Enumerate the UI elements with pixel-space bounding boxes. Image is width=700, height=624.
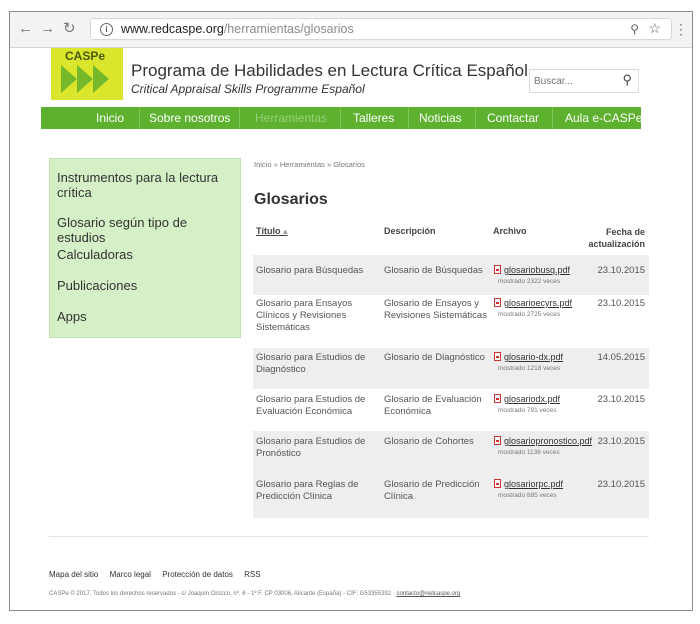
column-header-title[interactable] — [256, 226, 288, 237]
footer-link-legal[interactable]: Marco legal — [109, 570, 151, 579]
column-header-description: Descripción — [384, 226, 436, 236]
logo-chevron-icon — [93, 65, 109, 93]
row-date: 23.10.2015 — [597, 265, 645, 276]
sort-icon[interactable]: ▴ — [283, 226, 288, 236]
nav-divider — [340, 107, 341, 129]
table-header — [253, 222, 649, 256]
download-count: mostrado 885 veces — [498, 492, 557, 499]
table-row — [253, 348, 649, 389]
pdf-icon — [494, 298, 501, 307]
download-count: mostrado 2322 veces — [498, 278, 561, 285]
table-row — [253, 295, 649, 348]
row-date: 23.10.2015 — [597, 479, 645, 490]
reload-icon[interactable]: ↻ — [63, 20, 76, 37]
url-path: /herramientas/glosarios — [223, 22, 354, 36]
nav-item-aula-ecaspe[interactable]: Aula e-CASPe — [565, 111, 643, 125]
file-link[interactable]: glosariopronostico.pdf — [504, 436, 593, 446]
row-description: Glosario de Predicción Clínica — [384, 479, 480, 502]
url-text[interactable] — [121, 22, 354, 36]
row-title: Glosario para Ensayos Clínicos y Revisiones Sistemáticas — [256, 298, 353, 333]
nav-divider — [239, 107, 240, 129]
copyright-text: CASPe © 2017. Todos los derechos reservados - c/ Joaquín Orozco, nº. 6 - 1º F. CP 03006, Alicante (España) - CIF: G53355392 · — [49, 591, 395, 597]
column-header-title-label: Título — [256, 226, 281, 236]
column-header-file: Archivo — [493, 226, 527, 236]
search-box — [529, 69, 639, 93]
nav-item-sobre-nosotros[interactable]: Sobre nosotros — [149, 111, 231, 125]
logo-chevron-icon — [61, 65, 77, 93]
sidebar — [49, 158, 241, 338]
site-title: Programa de Habilidades en Lectura Crítica Español — [131, 61, 528, 80]
row-title: Glosario para Estudios de Diagnóstico — [256, 352, 366, 375]
nav-item-talleres[interactable]: Talleres — [353, 111, 395, 125]
address-bar[interactable] — [90, 18, 672, 40]
forward-arrow-icon[interactable]: → — [40, 20, 55, 37]
browser-window — [9, 11, 693, 611]
row-title: Glosario para Reglas de Predicción Clínica — [256, 479, 359, 502]
nav-divider — [552, 107, 553, 129]
footer-link-privacy[interactable]: Protección de datos — [162, 570, 233, 579]
logo-text: CASPe — [65, 49, 106, 63]
row-date: 23.10.2015 — [597, 298, 645, 309]
row-description: Glosario de Ensayos y Revisiones Sistemáticas — [384, 298, 487, 321]
pdf-icon — [494, 436, 501, 445]
nav-item-contactar[interactable]: Contactar — [487, 111, 540, 125]
table-row — [253, 472, 649, 518]
footer-links — [49, 570, 270, 579]
contact-email-link[interactable]: contacto@redcaspe.org — [396, 591, 461, 597]
back-arrow-icon[interactable]: ← — [18, 20, 33, 37]
footer-divider — [49, 536, 649, 537]
row-title: Glosario para Estudios de Evaluación Económica — [256, 394, 366, 417]
pdf-icon — [494, 265, 501, 274]
browser-menu-icon[interactable]: ⋮ — [674, 21, 688, 37]
footer-link-sitemap[interactable]: Mapa del sitio — [49, 570, 99, 579]
download-count: mostrado 1136 veces — [498, 449, 560, 456]
file-link[interactable]: glosario-dx.pdf — [504, 352, 564, 362]
table-row — [253, 389, 649, 431]
row-date: 23.10.2015 — [597, 436, 645, 447]
file-link[interactable]: glosariobusq.pdf — [504, 265, 571, 275]
row-description: Glosario de Evaluación Económica — [384, 394, 482, 417]
bookmark-star-icon[interactable]: ☆ — [648, 20, 661, 36]
info-icon[interactable]: i — [100, 23, 113, 36]
main-nav — [41, 107, 641, 129]
row-description: Glosario de Cohortes — [384, 436, 474, 447]
breadcrumb[interactable]: Inicio » Herramientas » Glosarios — [254, 160, 365, 169]
download-count: mostrado 791 veces — [498, 407, 557, 414]
browser-toolbar — [10, 12, 692, 48]
row-date: 23.10.2015 — [597, 394, 645, 405]
sidebar-item-instrumentos[interactable]: Instrumentos para la lectura crítica — [57, 170, 219, 200]
table-row — [253, 255, 649, 295]
nav-divider — [408, 107, 409, 129]
table-row — [253, 431, 649, 472]
row-description: Glosario de Búsquedas — [384, 265, 483, 276]
sidebar-item-publicaciones[interactable]: Publicaciones — [57, 278, 138, 293]
row-title: Glosario para Búsquedas — [256, 265, 364, 276]
row-title: Glosario para Estudios de Pronóstico — [256, 436, 366, 459]
row-description: Glosario de Diagnóstico — [384, 352, 485, 363]
file-link[interactable]: glosariorpc.pdf — [504, 479, 564, 489]
download-count: mostrado 2725 veces — [498, 311, 561, 318]
file-link[interactable]: glosarioecyrs.pdf — [504, 298, 573, 308]
nav-divider — [139, 107, 140, 129]
search-input[interactable] — [534, 73, 606, 89]
download-count: mostrado 1218 veces — [498, 365, 561, 372]
footer-link-rss[interactable]: RSS — [244, 570, 261, 579]
sidebar-item-glosario[interactable]: Glosario según tipo de estudios — [57, 215, 188, 245]
nav-item-inicio[interactable]: Inicio — [96, 111, 125, 125]
row-date: 14.05.2015 — [597, 352, 645, 363]
nav-item-herramientas[interactable]: Herramientas — [255, 111, 328, 125]
caspe-logo[interactable] — [51, 48, 123, 100]
copyright — [49, 591, 460, 597]
pdf-icon — [494, 394, 501, 403]
search-icon[interactable]: ⚲ — [622, 72, 632, 87]
site-subtitle: Critical Appraisal Skills Programme Español — [131, 82, 365, 96]
zoom-icon[interactable]: ⚲ — [630, 22, 639, 36]
page-title: Glosarios — [254, 191, 328, 208]
pdf-icon — [494, 352, 501, 361]
sidebar-item-apps[interactable]: Apps — [57, 309, 87, 324]
nav-divider — [475, 107, 476, 129]
pdf-icon — [494, 479, 501, 488]
url-domain: www.redcaspe.org — [121, 22, 224, 36]
nav-item-noticias[interactable]: Noticias — [419, 111, 462, 125]
file-link[interactable]: glosariodx.pdf — [504, 394, 561, 404]
sidebar-item-calculadoras[interactable]: Calculadoras — [57, 247, 133, 262]
column-header-updated: Fecha de actualización — [588, 227, 645, 249]
logo-chevron-icon — [77, 65, 93, 93]
